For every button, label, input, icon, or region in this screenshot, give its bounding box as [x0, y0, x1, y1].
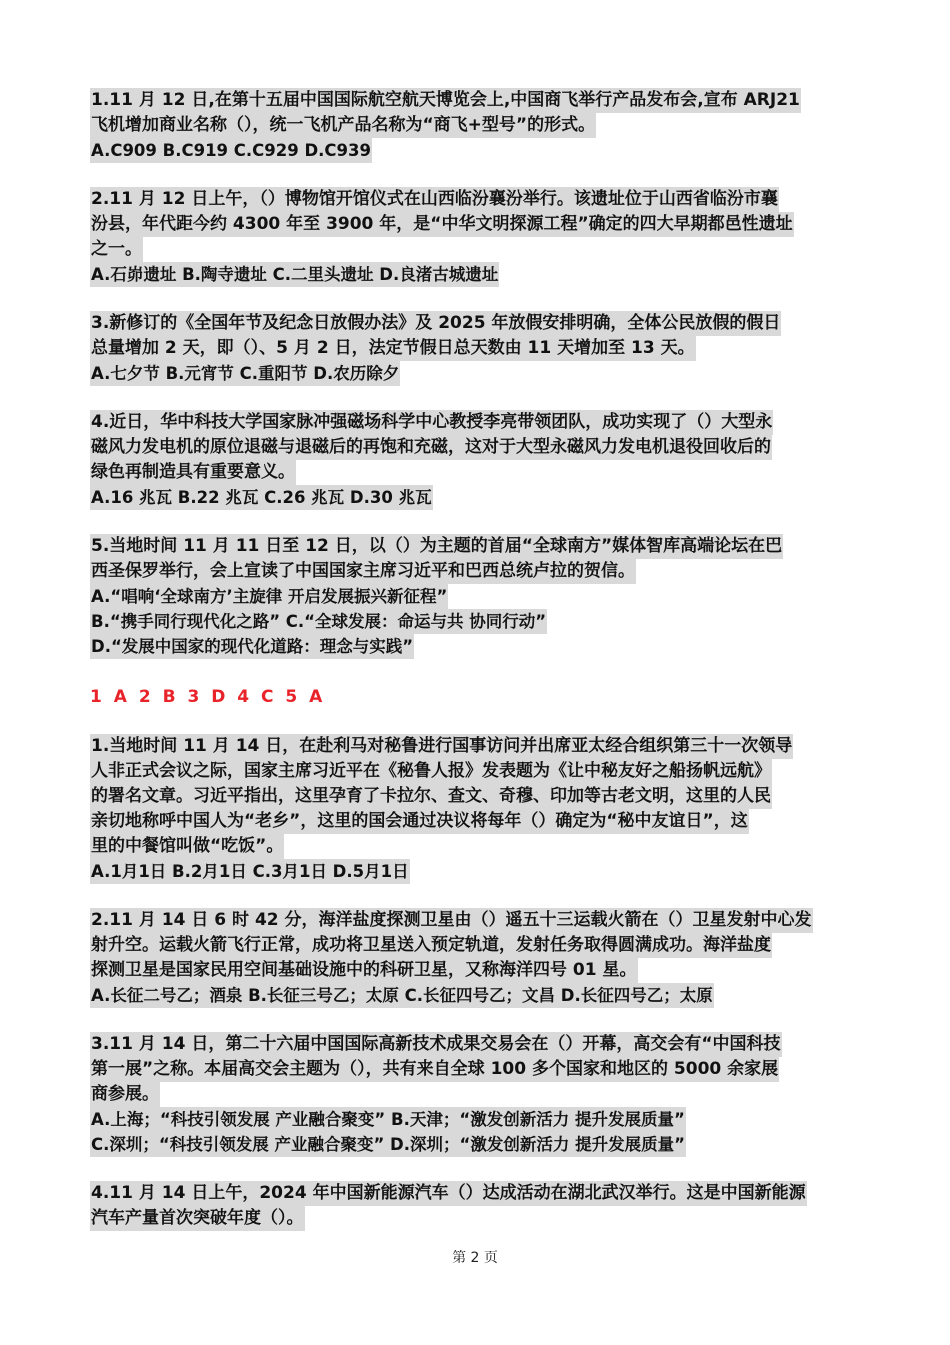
- question-line: 绿色再制造具有重要意义。: [90, 460, 296, 485]
- question-block: [90, 88, 865, 163]
- question-line: 1.11 月 12 日,在第十五届中国国际航空航天博览会上,中国商飞举行产品发布会,宣布 ARJ21: [90, 88, 801, 113]
- question-set-2: [90, 734, 865, 1231]
- question-line: 1.当地时间 11 月 14 日，在赴利马对秘鲁进行国事访问并出席亚太经合组织第三十一次领导: [90, 734, 793, 759]
- question-line: 总量增加 2 天，即（）、5 月 2 日，法定节假日总天数由 11 天增加至 13 天。: [90, 336, 696, 361]
- question-block: [90, 410, 865, 510]
- question-block: [90, 1032, 865, 1157]
- question-block: [90, 187, 865, 287]
- question-line: 飞机增加商业名称（），统一飞机产品名称为“商飞+型号”的形式。: [90, 113, 596, 138]
- question-line: 探测卫星是国家民用空间基础设施中的科研卫星，又称海洋四号 01 星。: [90, 958, 638, 983]
- question-line: 3.11 月 14 日，第二十六届中国国际高新技术成果交易会在（）开幕，高交会有“中国科技: [90, 1032, 782, 1057]
- answer-options: A.上海；“科技引领发展 产业融合聚变” B.天津；“激发创新活力 提升发展质量”: [90, 1107, 686, 1132]
- question-line: 商参展。: [90, 1082, 160, 1107]
- question-line: 4.近日，华中科技大学国家脉冲强磁场科学中心教授李亮带领团队，成功实现了（）大型永: [90, 410, 773, 435]
- answer-options: A.七夕节 B.元宵节 C.重阳节 D.农历除夕: [90, 361, 400, 386]
- question-block: [90, 734, 865, 884]
- question-block: [90, 1181, 865, 1231]
- answer-key: 1 A 2 B 3 D 4 C 5 A: [90, 687, 326, 707]
- answer-options: B.“携手同行现代化之路” C.“全球发展：命运与共 协同行动”: [90, 609, 547, 634]
- answer-options: D.“发展中国家的现代化道路：理念与实践”: [90, 634, 414, 659]
- question-line: 西圣保罗举行，会上宣读了中国国家主席习近平和巴西总统卢拉的贺信。: [90, 559, 636, 584]
- question-line: 之一。: [90, 237, 143, 262]
- question-block: [90, 908, 865, 1008]
- document-page: [90, 88, 865, 1255]
- answer-options: A.石峁遗址 B.陶寺遗址 C.二里头遗址 D.良渚古城遗址: [90, 262, 499, 287]
- question-block: [90, 311, 865, 386]
- question-line: 汾县，年代距今约 4300 年至 3900 年，是“中华文明探源工程”确定的四大早期都邑性遗址: [90, 212, 794, 237]
- question-line: 5.当地时间 11 月 11 日至 12 日，以（）为主题的首届“全球南方”媒体智库高端论坛在巴: [90, 534, 783, 559]
- answer-options: A.16 兆瓦 B.22 兆瓦 C.26 兆瓦 D.30 兆瓦: [90, 485, 433, 510]
- question-line: 亲切地称呼中国人为“老乡”，这里的国会通过决议将每年（）确定为“秘中友谊日”，这: [90, 809, 749, 834]
- question-line: 3.新修订的《全国年节及纪念日放假办法》及 2025 年放假安排明确，全体公民放假的假日: [90, 311, 781, 336]
- question-line: 2.11 月 14 日 6 时 42 分，海洋盐度探测卫星由（）遥五十三运载火箭在（）卫星发射中心发: [90, 908, 813, 933]
- question-line: 2.11 月 12 日上午，（）博物馆开馆仪式在山西临汾襄汾举行。该遗址位于山西省临汾市襄: [90, 187, 779, 212]
- question-line: 汽车产量首次突破年度（）。: [90, 1206, 305, 1231]
- question-line: 4.11 月 14 日上午，2024 年中国新能源汽车（）达成活动在湖北武汉举行。这是中国新能源: [90, 1181, 807, 1206]
- answer-options: A.“唱响‘全球南方’主旋律 开启发展振兴新征程”: [90, 584, 448, 609]
- answer-options: A.长征二号乙；酒泉 B.长征三号乙；太原 C.长征四号乙；文昌 D.长征四号乙；太原: [90, 983, 714, 1008]
- question-line: 的署名文章。习近平指出，这里孕育了卡拉尔、查文、奇穆、印加等古老文明，这里的人民: [90, 784, 772, 809]
- answer-options: C.深圳；“科技引领发展 产业融合聚变” D.深圳；“激发创新活力 提升发展质量”: [90, 1132, 686, 1157]
- answer-options: A.C909 B.C919 C.C929 D.C939: [90, 138, 372, 163]
- question-set-1: [90, 88, 865, 659]
- question-line: 人非正式会议之际，国家主席习近平在《秘鲁人报》发表题为《让中秘友好之船扬帆远航》: [90, 759, 772, 784]
- question-line: 第一展”之称。本届高交会主题为（），共有来自全球 100 多个国家和地区的 5000 余家展: [90, 1057, 779, 1082]
- page-number: 第 2 页: [452, 1250, 498, 1266]
- question-line: 里的中餐馆叫做“吃饭”。: [90, 834, 284, 859]
- question-block: [90, 534, 865, 659]
- question-line: 磁风力发电机的原位退磁与退磁后的再饱和充磁，这对于大型永磁风力发电机退役回收后的: [90, 435, 772, 460]
- answer-options: A.1月1日 B.2月1日 C.3月1日 D.5月1日: [90, 859, 410, 884]
- question-line: 射升空。运载火箭飞行正常，成功将卫星送入预定轨道，发射任务取得圆满成功。海洋盐度: [90, 933, 772, 958]
